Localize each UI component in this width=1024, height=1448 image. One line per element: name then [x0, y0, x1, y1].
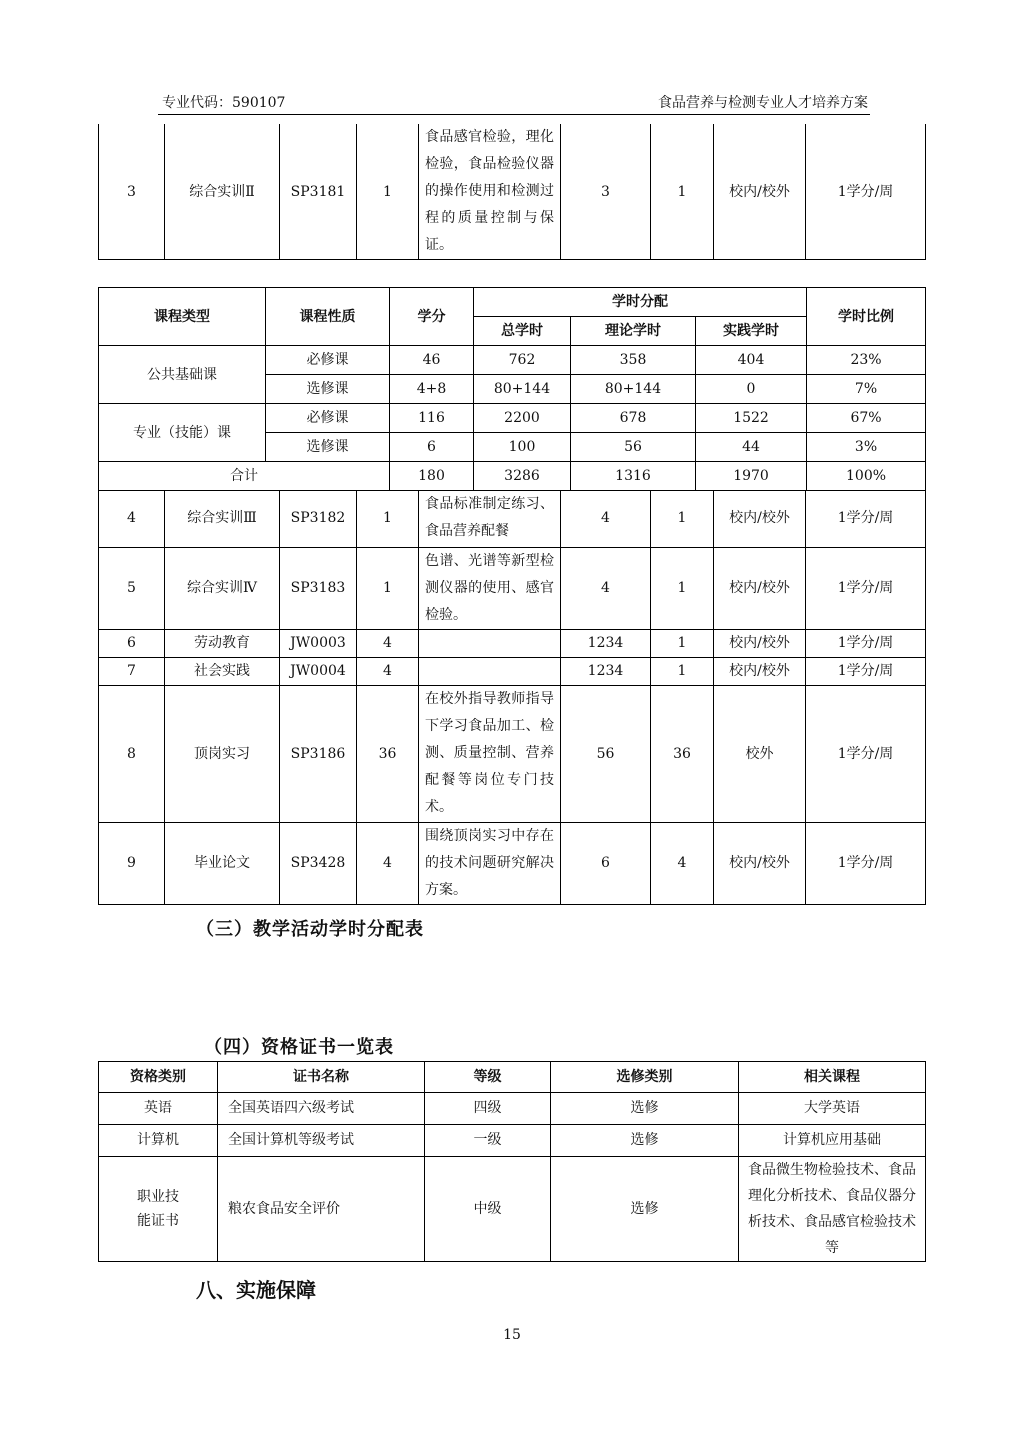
section-4-title: （四）资格证书一览表	[204, 1037, 394, 1058]
row-content: 食品感官检验，理化检验，食品检验仪器的操作使用和检测过程的质量控制与保证。	[419, 124, 561, 260]
row-weeks: 1	[651, 657, 714, 685]
row-code: JW0004	[280, 657, 357, 685]
practice-hours: 0	[696, 375, 807, 404]
row-note: 1学分/周	[806, 490, 926, 547]
header-hour-ratio: 学时比例	[807, 288, 926, 346]
elective-type: 选修	[551, 1157, 739, 1262]
table-row	[99, 629, 926, 657]
table-total-row	[99, 462, 926, 491]
row-no: 3	[99, 124, 165, 260]
hour-ratio: 3%	[807, 433, 926, 462]
theory-hours: 56	[571, 433, 696, 462]
row-weeks: 1	[651, 547, 714, 629]
row-place: 校内/校外	[714, 547, 806, 629]
row-weeks: 1	[651, 490, 714, 547]
cert-name: 粮农食品安全评价	[218, 1157, 425, 1262]
cert-category: 职业技能证书	[99, 1157, 218, 1262]
row-note: 1学分/周	[806, 629, 926, 657]
table-row	[99, 1125, 926, 1157]
row-credit: 1	[357, 124, 419, 260]
row-code: JW0003	[280, 629, 357, 657]
hours-summary-table	[98, 287, 926, 491]
credit: 4+8	[390, 375, 474, 404]
header-cert-level: 等级	[425, 1062, 551, 1093]
header-course-type: 课程类型	[99, 288, 266, 346]
theory-hours: 358	[571, 346, 696, 375]
row-credit: 1	[357, 490, 419, 547]
row-code: SP3182	[280, 490, 357, 547]
elective-type: 选修	[551, 1093, 739, 1125]
row-hours: 1234	[561, 629, 651, 657]
row-code: SP3183	[280, 547, 357, 629]
row-note: 1学分/周	[806, 124, 926, 260]
table-row	[99, 1093, 926, 1125]
theory-hours: 80+144	[571, 375, 696, 404]
header-related-courses: 相关课程	[739, 1062, 926, 1093]
row-hours: 3	[561, 124, 651, 260]
row-place: 校外	[714, 685, 806, 822]
row-credit: 4	[357, 657, 419, 685]
header-major-code: 专业代码：590107	[162, 95, 286, 111]
row-credit: 4	[357, 822, 419, 904]
cert-category: 计算机	[99, 1125, 218, 1157]
hour-ratio: 7%	[807, 375, 926, 404]
row-hours: 1234	[561, 657, 651, 685]
header-credit: 学分	[390, 288, 474, 346]
row-hours: 4	[561, 547, 651, 629]
row-place: 校内/校外	[714, 124, 806, 260]
row-note: 1学分/周	[806, 685, 926, 822]
header-cert-category: 资格类别	[99, 1062, 218, 1093]
table-row	[99, 124, 926, 260]
total-hours: 3286	[474, 462, 571, 491]
row-no: 7	[99, 657, 165, 685]
row-content	[419, 657, 561, 685]
section-3-title: （三）教学活动学时分配表	[196, 919, 424, 940]
table-row	[99, 547, 926, 629]
cert-name: 全国计算机等级考试	[218, 1125, 425, 1157]
row-credit: 4	[357, 629, 419, 657]
header-theory-hours: 理论学时	[571, 317, 696, 346]
cert-level: 中级	[425, 1157, 551, 1262]
elective-type: 选修	[551, 1125, 739, 1157]
row-hours: 4	[561, 490, 651, 547]
row-content: 食品标准制定练习、食品营养配餐	[419, 490, 561, 547]
table-row	[99, 685, 926, 822]
row-credit: 36	[357, 685, 419, 822]
header-cert-name: 证书名称	[218, 1062, 425, 1093]
related-courses: 计算机应用基础	[739, 1125, 926, 1157]
row-name: 综合实训Ⅲ	[165, 490, 280, 547]
header-course-nature: 课程性质	[266, 288, 390, 346]
header-practice-hours: 实践学时	[696, 317, 807, 346]
row-no: 9	[99, 822, 165, 904]
table-header-row	[99, 288, 926, 317]
row-place: 校内/校外	[714, 490, 806, 547]
row-code: SP3186	[280, 685, 357, 822]
row-hours: 56	[561, 685, 651, 822]
cert-level: 四级	[425, 1093, 551, 1125]
row-weeks: 1	[651, 124, 714, 260]
total-hours: 100	[474, 433, 571, 462]
table-row	[99, 490, 926, 547]
theory-hours: 678	[571, 404, 696, 433]
practice-hours: 1970	[696, 462, 807, 491]
row-content: 色谱、光谱等新型检测仪器的使用、感官检验。	[419, 547, 561, 629]
total-hours: 80+144	[474, 375, 571, 404]
related-courses: 大学英语	[739, 1093, 926, 1125]
practice-table-top	[98, 124, 926, 260]
header-total-hours: 总学时	[474, 317, 571, 346]
course-nature: 选修课	[266, 375, 390, 404]
row-note: 1学分/周	[806, 822, 926, 904]
row-place: 校内/校外	[714, 822, 806, 904]
total-hours: 2200	[474, 404, 571, 433]
course-nature: 必修课	[266, 404, 390, 433]
table-row	[99, 346, 926, 375]
practice-hours: 44	[696, 433, 807, 462]
header-doc-title: 食品营养与检测专业人才培养方案	[658, 95, 868, 111]
related-courses: 食品微生物检验技术、食品理化分析技术、食品仪器分析技术、食品感官检验技术等	[739, 1157, 926, 1262]
credit: 116	[390, 404, 474, 433]
row-no: 5	[99, 547, 165, 629]
header-hour-distribution: 学时分配	[474, 288, 807, 317]
total-hours: 762	[474, 346, 571, 375]
cert-level: 一级	[425, 1125, 551, 1157]
row-content: 围绕顶岗实习中存在的技术问题研究解决方案。	[419, 822, 561, 904]
row-hours: 6	[561, 822, 651, 904]
cert-category: 英语	[99, 1093, 218, 1125]
hour-ratio: 23%	[807, 346, 926, 375]
table-header-row	[99, 1062, 926, 1093]
certificate-table	[98, 1061, 926, 1262]
hour-ratio: 67%	[807, 404, 926, 433]
row-weeks: 4	[651, 822, 714, 904]
row-place: 校内/校外	[714, 629, 806, 657]
row-name: 社会实践	[165, 657, 280, 685]
row-note: 1学分/周	[806, 547, 926, 629]
credit: 6	[390, 433, 474, 462]
row-credit: 1	[357, 547, 419, 629]
course-type: 专业（技能）课	[99, 404, 266, 462]
row-no: 6	[99, 629, 165, 657]
row-name: 顶岗实习	[165, 685, 280, 822]
row-code: SP3428	[280, 822, 357, 904]
row-no: 8	[99, 685, 165, 822]
row-weeks: 36	[651, 685, 714, 822]
practice-hours: 404	[696, 346, 807, 375]
row-name: 综合实训Ⅳ	[165, 547, 280, 629]
section-8-title: 八、实施保障	[196, 1278, 316, 1302]
theory-hours: 1316	[571, 462, 696, 491]
hour-ratio: 100%	[807, 462, 926, 491]
cert-name: 全国英语四六级考试	[218, 1093, 425, 1125]
row-name: 劳动教育	[165, 629, 280, 657]
row-note: 1学分/周	[806, 657, 926, 685]
table-row	[99, 822, 926, 904]
header-elective-type: 选修类别	[551, 1062, 739, 1093]
row-no: 4	[99, 490, 165, 547]
course-nature: 必修课	[266, 346, 390, 375]
course-nature: 选修课	[266, 433, 390, 462]
credit: 46	[390, 346, 474, 375]
row-content: 在校外指导教师指导下学习食品加工、检测、质量控制、营养配餐等岗位专门技术。	[419, 685, 561, 822]
row-name: 毕业论文	[165, 822, 280, 904]
row-content	[419, 629, 561, 657]
practice-hours: 1522	[696, 404, 807, 433]
row-weeks: 1	[651, 629, 714, 657]
row-place: 校内/校外	[714, 657, 806, 685]
table-row	[99, 404, 926, 433]
total-label: 合计	[99, 462, 390, 491]
table-row	[99, 1157, 926, 1262]
page-number: 15	[503, 1327, 521, 1343]
table-row	[99, 657, 926, 685]
course-type: 公共基础课	[99, 346, 266, 404]
credit: 180	[390, 462, 474, 491]
page-header	[158, 92, 870, 115]
row-name: 综合实训Ⅱ	[165, 124, 280, 260]
row-code: SP3181	[280, 124, 357, 260]
practice-table	[98, 490, 926, 905]
